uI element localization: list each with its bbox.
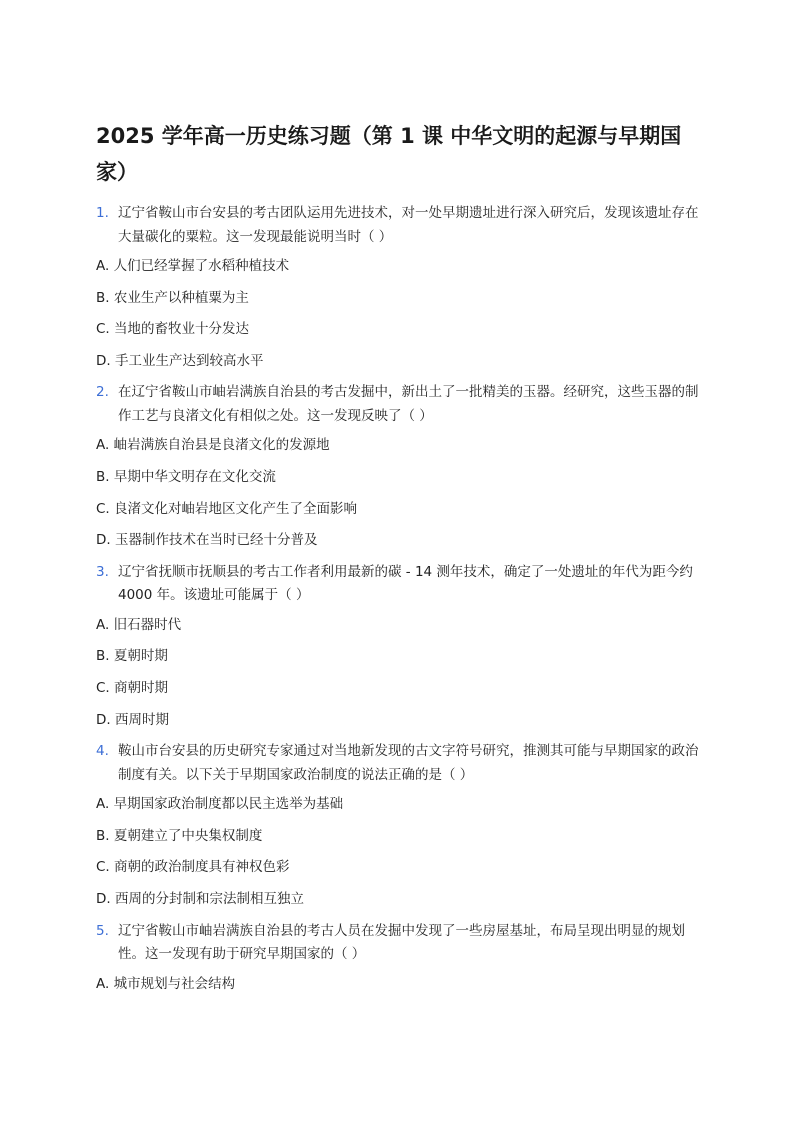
- option-b: B. 夏朝时期: [96, 648, 168, 665]
- question-number: 2.: [96, 384, 109, 401]
- question-number: 4.: [96, 743, 109, 760]
- option-d: D. 西周时期: [96, 711, 169, 728]
- option-a: A. 城市规划与社会结构: [96, 975, 236, 992]
- question-stem: [96, 561, 704, 608]
- question-text: 辽宁省鞍山市岫岩满族自治县的考古人员在发掘中发现了一些房屋基址，布局呈现出明显的规划性。这一发现有助于研究早期国家的（ ）: [118, 922, 685, 962]
- option-d: D. 玉器制作技术在当时已经十分普及: [96, 532, 318, 549]
- option-c: C. 当地的畜牧业十分发达: [96, 321, 250, 338]
- question-4: [96, 740, 704, 911]
- option-c: C. 良渚文化对岫岩地区文化产生了全面影响: [96, 500, 358, 517]
- question-text: 在辽宁省鞍山市岫岩满族自治县的考古发掘中，新出土了一批精美的玉器。经研究，这些玉器的制作工艺与良渚文化有相似之处。这一发现反映了（ ）: [118, 384, 699, 424]
- question-1: [96, 202, 704, 373]
- option-b: B. 早期中华文明存在文化交流: [96, 468, 276, 485]
- question-2: [96, 381, 704, 552]
- option-a: A. 旧石器时代: [96, 616, 182, 633]
- question-number: 5.: [96, 922, 109, 939]
- question-text: 辽宁省鞍山市台安县的考古团队运用先进技术，对一处早期遗址进行深入研究后，发现该遗址存在大量碳化的粟粒。这一发现最能说明当时（ ）: [118, 205, 699, 245]
- option-b: B. 夏朝建立了中央集权制度: [96, 827, 263, 844]
- question-stem: [96, 381, 704, 428]
- option-a: A. 人们已经掌握了水稻种植技术: [96, 258, 290, 274]
- question-stem: [96, 920, 704, 967]
- question-number: 3.: [96, 563, 109, 580]
- question-5: [96, 920, 704, 996]
- question-text: 辽宁省抚顺市抚顺县的考古工作者利用最新的碳 - 14 测年技术，确定了一处遗址的年代为距今约 4000 年。该遗址可能属于（ ）: [118, 563, 693, 604]
- option-d: D. 西周的分封制和宗法制相互独立: [96, 890, 304, 907]
- question-stem: [96, 202, 704, 249]
- document-title: 2025 学年高一历史练习题（第 1 课 中华文明的起源与早期国家）: [96, 124, 682, 184]
- question-text: 鞍山市台安县的历史研究专家通过对当地新发现的古文字符号研究，推测其可能与早期国家的政治制度有关。以下关于早期国家政治制度的说法正确的是（ ）: [118, 743, 699, 783]
- option-c: C. 商朝时期: [96, 679, 169, 696]
- question-3: [96, 561, 704, 732]
- option-a: A. 岫岩满族自治县是良渚文化的发源地: [96, 437, 330, 454]
- option-c: C. 商朝的政治制度具有神权色彩: [96, 859, 290, 876]
- option-b: B. 农业生产以种植粟为主: [96, 289, 249, 306]
- question-stem: [96, 740, 704, 787]
- option-d: D. 手工业生产达到较高水平: [96, 352, 264, 369]
- question-number: 1.: [96, 205, 109, 221]
- option-a: A. 早期国家政治制度都以民主选举为基础: [96, 796, 344, 813]
